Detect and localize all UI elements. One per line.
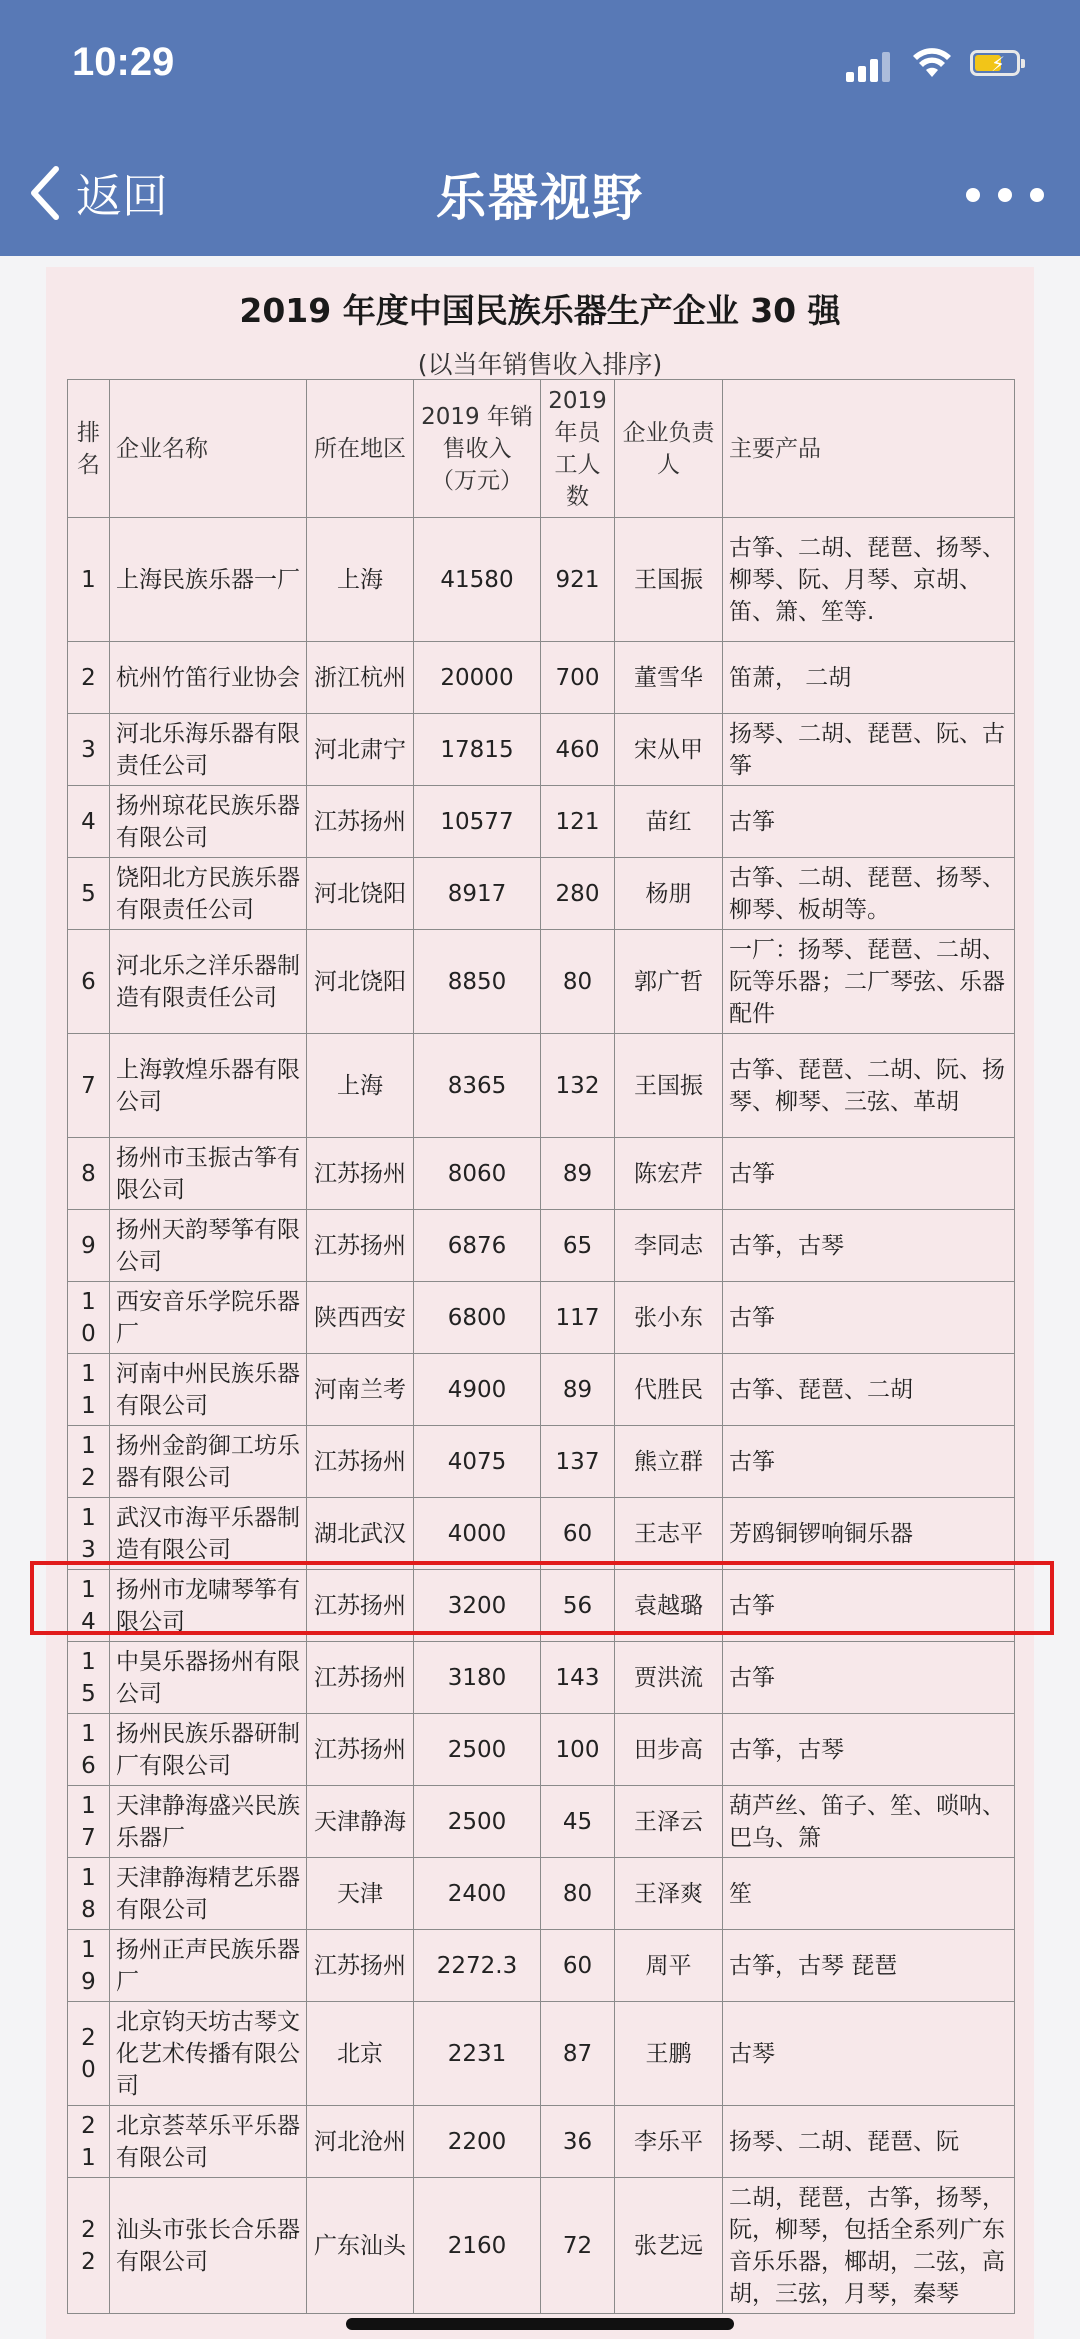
row-revenue: 8917 bbox=[414, 858, 541, 930]
row-products: 古筝、二胡、琵琶、扬琴、柳琴、阮、月琴、京胡、笛、箫、笙等. bbox=[723, 518, 1015, 642]
row-head: 熊立群 bbox=[615, 1426, 723, 1498]
row-products: 芳鸥铜锣响铜乐器 bbox=[723, 1498, 1015, 1570]
row-rank: 15 bbox=[68, 1642, 110, 1714]
row-staff: 89 bbox=[541, 1138, 615, 1210]
row-revenue: 2500 bbox=[414, 1714, 541, 1786]
table-row bbox=[68, 1570, 1015, 1642]
row-products: 古筝，古琴 bbox=[723, 1714, 1015, 1786]
row-staff: 65 bbox=[541, 1210, 615, 1282]
row-company: 扬州金韵御工坊乐器有限公司 bbox=[110, 1426, 307, 1498]
row-revenue: 10577 bbox=[414, 786, 541, 858]
row-company: 河北乐海乐器有限责任公司 bbox=[110, 714, 307, 786]
header-location: 所在地区 bbox=[307, 380, 414, 518]
row-revenue: 8060 bbox=[414, 1138, 541, 1210]
row-products: 古筝、二胡、琵琶、扬琴、柳琴、板胡等。 bbox=[723, 858, 1015, 930]
row-staff: 117 bbox=[541, 1282, 615, 1354]
back-label: 返回 bbox=[76, 169, 168, 223]
row-products: 扬琴、二胡、琵琶、阮 bbox=[723, 2106, 1015, 2178]
row-rank: 6 bbox=[68, 930, 110, 1034]
article-image bbox=[46, 267, 1034, 2339]
header-staff: 2019 年员工人数 bbox=[541, 380, 615, 518]
row-products: 古筝，古琴 琵琶 bbox=[723, 1930, 1015, 2002]
row-rank: 14 bbox=[68, 1570, 110, 1642]
row-products: 古筝 bbox=[723, 1426, 1015, 1498]
row-products: 古筝 bbox=[723, 1570, 1015, 1642]
row-products: 古筝，古琴 bbox=[723, 1210, 1015, 1282]
row-staff: 132 bbox=[541, 1034, 615, 1138]
row-staff: 80 bbox=[541, 930, 615, 1034]
row-head: 王泽爽 bbox=[615, 1858, 723, 1930]
row-location: 北京 bbox=[307, 2002, 414, 2106]
table-row bbox=[68, 2002, 1015, 2106]
row-company: 武汉市海平乐器制造有限公司 bbox=[110, 1498, 307, 1570]
row-company: 河南中州民族乐器有限公司 bbox=[110, 1354, 307, 1426]
row-location: 河南兰考 bbox=[307, 1354, 414, 1426]
row-rank: 21 bbox=[68, 2106, 110, 2178]
row-rank: 13 bbox=[68, 1498, 110, 1570]
row-staff: 921 bbox=[541, 518, 615, 642]
row-location: 上海 bbox=[307, 518, 414, 642]
row-revenue: 17815 bbox=[414, 714, 541, 786]
row-location: 江苏扬州 bbox=[307, 1138, 414, 1210]
table-row bbox=[68, 1498, 1015, 1570]
row-staff: 72 bbox=[541, 2178, 615, 2314]
table-row bbox=[68, 930, 1015, 1034]
row-staff: 460 bbox=[541, 714, 615, 786]
row-company: 天津静海精艺乐器有限公司 bbox=[110, 1858, 307, 1930]
table-row bbox=[68, 1282, 1015, 1354]
row-location: 江苏扬州 bbox=[307, 1570, 414, 1642]
row-revenue: 2400 bbox=[414, 1858, 541, 1930]
document-title: 2019 年度中国民族乐器生产企业 30 强 bbox=[239, 291, 841, 330]
table-header-row bbox=[68, 380, 1015, 518]
row-company: 中昊乐器扬州有限公司 bbox=[110, 1642, 307, 1714]
table-row bbox=[68, 1426, 1015, 1498]
row-location: 天津 bbox=[307, 1858, 414, 1930]
row-head: 代胜民 bbox=[615, 1354, 723, 1426]
row-head: 李同志 bbox=[615, 1210, 723, 1282]
row-location: 江苏扬州 bbox=[307, 1642, 414, 1714]
row-company: 西安音乐学院乐器厂 bbox=[110, 1282, 307, 1354]
row-rank: 3 bbox=[68, 714, 110, 786]
row-staff: 87 bbox=[541, 2002, 615, 2106]
header-rank: 排名 bbox=[68, 380, 110, 518]
row-revenue: 2200 bbox=[414, 2106, 541, 2178]
row-products: 一厂：扬琴、琵琶、二胡、阮等乐器；二厂琴弦、乐器配件 bbox=[723, 930, 1015, 1034]
table-row bbox=[68, 1858, 1015, 1930]
row-head: 杨朋 bbox=[615, 858, 723, 930]
row-location: 江苏扬州 bbox=[307, 1714, 414, 1786]
row-location: 河北肃宁 bbox=[307, 714, 414, 786]
row-revenue: 3180 bbox=[414, 1642, 541, 1714]
row-head: 苗红 bbox=[615, 786, 723, 858]
row-revenue: 6876 bbox=[414, 1210, 541, 1282]
cellular-signal-icon bbox=[846, 48, 890, 82]
row-revenue: 4000 bbox=[414, 1498, 541, 1570]
row-company: 扬州正声民族乐器厂 bbox=[110, 1930, 307, 2002]
row-company: 上海敦煌乐器有限公司 bbox=[110, 1034, 307, 1138]
row-rank: 7 bbox=[68, 1034, 110, 1138]
row-location: 浙江杭州 bbox=[307, 642, 414, 714]
table-row bbox=[68, 1714, 1015, 1786]
row-products: 二胡，琵琶，古筝，扬琴，阮，柳琴，包括全系列广东音乐乐器，椰胡，二弦，高胡，三弦，月琴，秦琴 bbox=[723, 2178, 1015, 2314]
row-revenue: 8365 bbox=[414, 1034, 541, 1138]
table-row bbox=[68, 518, 1015, 642]
row-revenue: 41580 bbox=[414, 518, 541, 642]
row-location: 湖北武汉 bbox=[307, 1498, 414, 1570]
row-revenue: 6800 bbox=[414, 1282, 541, 1354]
row-rank: 17 bbox=[68, 1786, 110, 1858]
row-head: 王志平 bbox=[615, 1498, 723, 1570]
row-staff: 121 bbox=[541, 786, 615, 858]
row-rank: 5 bbox=[68, 858, 110, 930]
row-head: 张小东 bbox=[615, 1282, 723, 1354]
row-rank: 22 bbox=[68, 2178, 110, 2314]
row-rank: 12 bbox=[68, 1426, 110, 1498]
row-rank: 16 bbox=[68, 1714, 110, 1786]
table-row bbox=[68, 1210, 1015, 1282]
row-company: 扬州天韵琴筝有限公司 bbox=[110, 1210, 307, 1282]
row-staff: 45 bbox=[541, 1786, 615, 1858]
table-row bbox=[68, 2178, 1015, 2314]
row-rank: 9 bbox=[68, 1210, 110, 1282]
row-revenue: 4075 bbox=[414, 1426, 541, 1498]
table-row bbox=[68, 786, 1015, 858]
document-subtitle: (以当年销售收入排序) bbox=[417, 350, 663, 379]
row-company: 饶阳北方民族乐器有限责任公司 bbox=[110, 858, 307, 930]
row-revenue: 2272.3 bbox=[414, 1930, 541, 2002]
row-company: 上海民族乐器一厂 bbox=[110, 518, 307, 642]
row-head: 李乐平 bbox=[615, 2106, 723, 2178]
row-products: 古筝 bbox=[723, 1282, 1015, 1354]
row-rank: 10 bbox=[68, 1282, 110, 1354]
row-revenue: 4900 bbox=[414, 1354, 541, 1426]
table-row bbox=[68, 1034, 1015, 1138]
page-title: 乐器视野 bbox=[436, 169, 644, 227]
row-head: 王泽云 bbox=[615, 1786, 723, 1858]
header-revenue: 2019 年销售收入（万元） bbox=[414, 380, 541, 518]
row-location: 江苏扬州 bbox=[307, 1210, 414, 1282]
row-company: 杭州竹笛行业协会 bbox=[110, 642, 307, 714]
wifi-icon bbox=[912, 44, 952, 80]
row-head: 宋从甲 bbox=[615, 714, 723, 786]
row-head: 王国振 bbox=[615, 518, 723, 642]
row-location: 河北饶阳 bbox=[307, 858, 414, 930]
row-products: 古琴 bbox=[723, 2002, 1015, 2106]
table-row bbox=[68, 1786, 1015, 1858]
more-options-button[interactable] bbox=[962, 178, 1062, 208]
row-rank: 1 bbox=[68, 518, 110, 642]
row-revenue: 2160 bbox=[414, 2178, 541, 2314]
row-products: 笛萧， 二胡 bbox=[723, 642, 1015, 714]
row-products: 古筝、琵琶、二胡、阮、扬琴、柳琴、三弦、革胡 bbox=[723, 1034, 1015, 1138]
table-row bbox=[68, 858, 1015, 930]
battery-charging-icon: ⚡ bbox=[970, 50, 1020, 76]
row-rank: 2 bbox=[68, 642, 110, 714]
table-row bbox=[68, 642, 1015, 714]
row-revenue: 20000 bbox=[414, 642, 541, 714]
row-staff: 137 bbox=[541, 1426, 615, 1498]
ranking-table bbox=[67, 379, 1015, 2314]
row-location: 河北饶阳 bbox=[307, 930, 414, 1034]
row-company: 北京荟萃乐平乐器有限公司 bbox=[110, 2106, 307, 2178]
row-company: 扬州市龙啸琴筝有限公司 bbox=[110, 1570, 307, 1642]
status-bar bbox=[0, 0, 1080, 130]
row-company: 汕头市张长合乐器有限公司 bbox=[110, 2178, 307, 2314]
header-company: 企业名称 bbox=[110, 380, 307, 518]
row-location: 陕西西安 bbox=[307, 1282, 414, 1354]
row-location: 江苏扬州 bbox=[307, 786, 414, 858]
row-revenue: 3200 bbox=[414, 1570, 541, 1642]
row-staff: 36 bbox=[541, 2106, 615, 2178]
row-location: 天津静海 bbox=[307, 1786, 414, 1858]
row-rank: 4 bbox=[68, 786, 110, 858]
row-location: 上海 bbox=[307, 1034, 414, 1138]
row-head: 王国振 bbox=[615, 1034, 723, 1138]
row-staff: 100 bbox=[541, 1714, 615, 1786]
row-products: 古筝 bbox=[723, 786, 1015, 858]
row-rank: 19 bbox=[68, 1930, 110, 2002]
row-rank: 8 bbox=[68, 1138, 110, 1210]
table-row bbox=[68, 1642, 1015, 1714]
row-products: 葫芦丝、笛子、笙、唢呐、巴乌、箫 bbox=[723, 1786, 1015, 1858]
row-head: 田步高 bbox=[615, 1714, 723, 1786]
row-company: 河北乐之洋乐器制造有限责任公司 bbox=[110, 930, 307, 1034]
nav-bar bbox=[0, 130, 1080, 256]
row-company: 扬州市玉振古筝有限公司 bbox=[110, 1138, 307, 1210]
table-row bbox=[68, 2106, 1015, 2178]
row-rank: 11 bbox=[68, 1354, 110, 1426]
row-staff: 89 bbox=[541, 1354, 615, 1426]
row-products: 笙 bbox=[723, 1858, 1015, 1930]
row-staff: 700 bbox=[541, 642, 615, 714]
row-head: 王鹏 bbox=[615, 2002, 723, 2106]
row-revenue: 2231 bbox=[414, 2002, 541, 2106]
status-time: 10:29 bbox=[72, 40, 175, 84]
table-row bbox=[68, 1138, 1015, 1210]
row-staff: 60 bbox=[541, 1498, 615, 1570]
row-head: 贾洪流 bbox=[615, 1642, 723, 1714]
row-revenue: 2500 bbox=[414, 1786, 541, 1858]
row-staff: 60 bbox=[541, 1930, 615, 2002]
row-head: 董雪华 bbox=[615, 642, 723, 714]
row-products: 古筝、琵琶、二胡 bbox=[723, 1354, 1015, 1426]
table-row bbox=[68, 1930, 1015, 2002]
header-products: 主要产品 bbox=[723, 380, 1015, 518]
row-revenue: 8850 bbox=[414, 930, 541, 1034]
row-head: 张艺远 bbox=[615, 2178, 723, 2314]
row-staff: 143 bbox=[541, 1642, 615, 1714]
row-location: 河北沧州 bbox=[307, 2106, 414, 2178]
row-head: 袁越璐 bbox=[615, 1570, 723, 1642]
row-head: 郭广哲 bbox=[615, 930, 723, 1034]
header-head: 企业负责人 bbox=[615, 380, 723, 518]
table-row bbox=[68, 714, 1015, 786]
table-row bbox=[68, 1354, 1015, 1426]
row-head: 陈宏芹 bbox=[615, 1138, 723, 1210]
row-rank: 18 bbox=[68, 1858, 110, 1930]
row-staff: 80 bbox=[541, 1858, 615, 1930]
row-company: 扬州琼花民族乐器有限公司 bbox=[110, 786, 307, 858]
row-rank: 20 bbox=[68, 2002, 110, 2106]
row-location: 广东汕头 bbox=[307, 2178, 414, 2314]
row-company: 天津静海盛兴民族乐器厂 bbox=[110, 1786, 307, 1858]
row-head: 周平 bbox=[615, 1930, 723, 2002]
row-location: 江苏扬州 bbox=[307, 1426, 414, 1498]
row-company: 扬州民族乐器研制厂有限公司 bbox=[110, 1714, 307, 1786]
home-indicator bbox=[346, 2318, 734, 2330]
row-products: 古筝 bbox=[723, 1642, 1015, 1714]
row-location: 江苏扬州 bbox=[307, 1930, 414, 2002]
row-products: 古筝 bbox=[723, 1138, 1015, 1210]
row-products: 扬琴、二胡、琵琶、阮、古筝 bbox=[723, 714, 1015, 786]
row-staff: 280 bbox=[541, 858, 615, 930]
row-company: 北京钧天坊古琴文化艺术传播有限公司 bbox=[110, 2002, 307, 2106]
row-staff: 56 bbox=[541, 1570, 615, 1642]
